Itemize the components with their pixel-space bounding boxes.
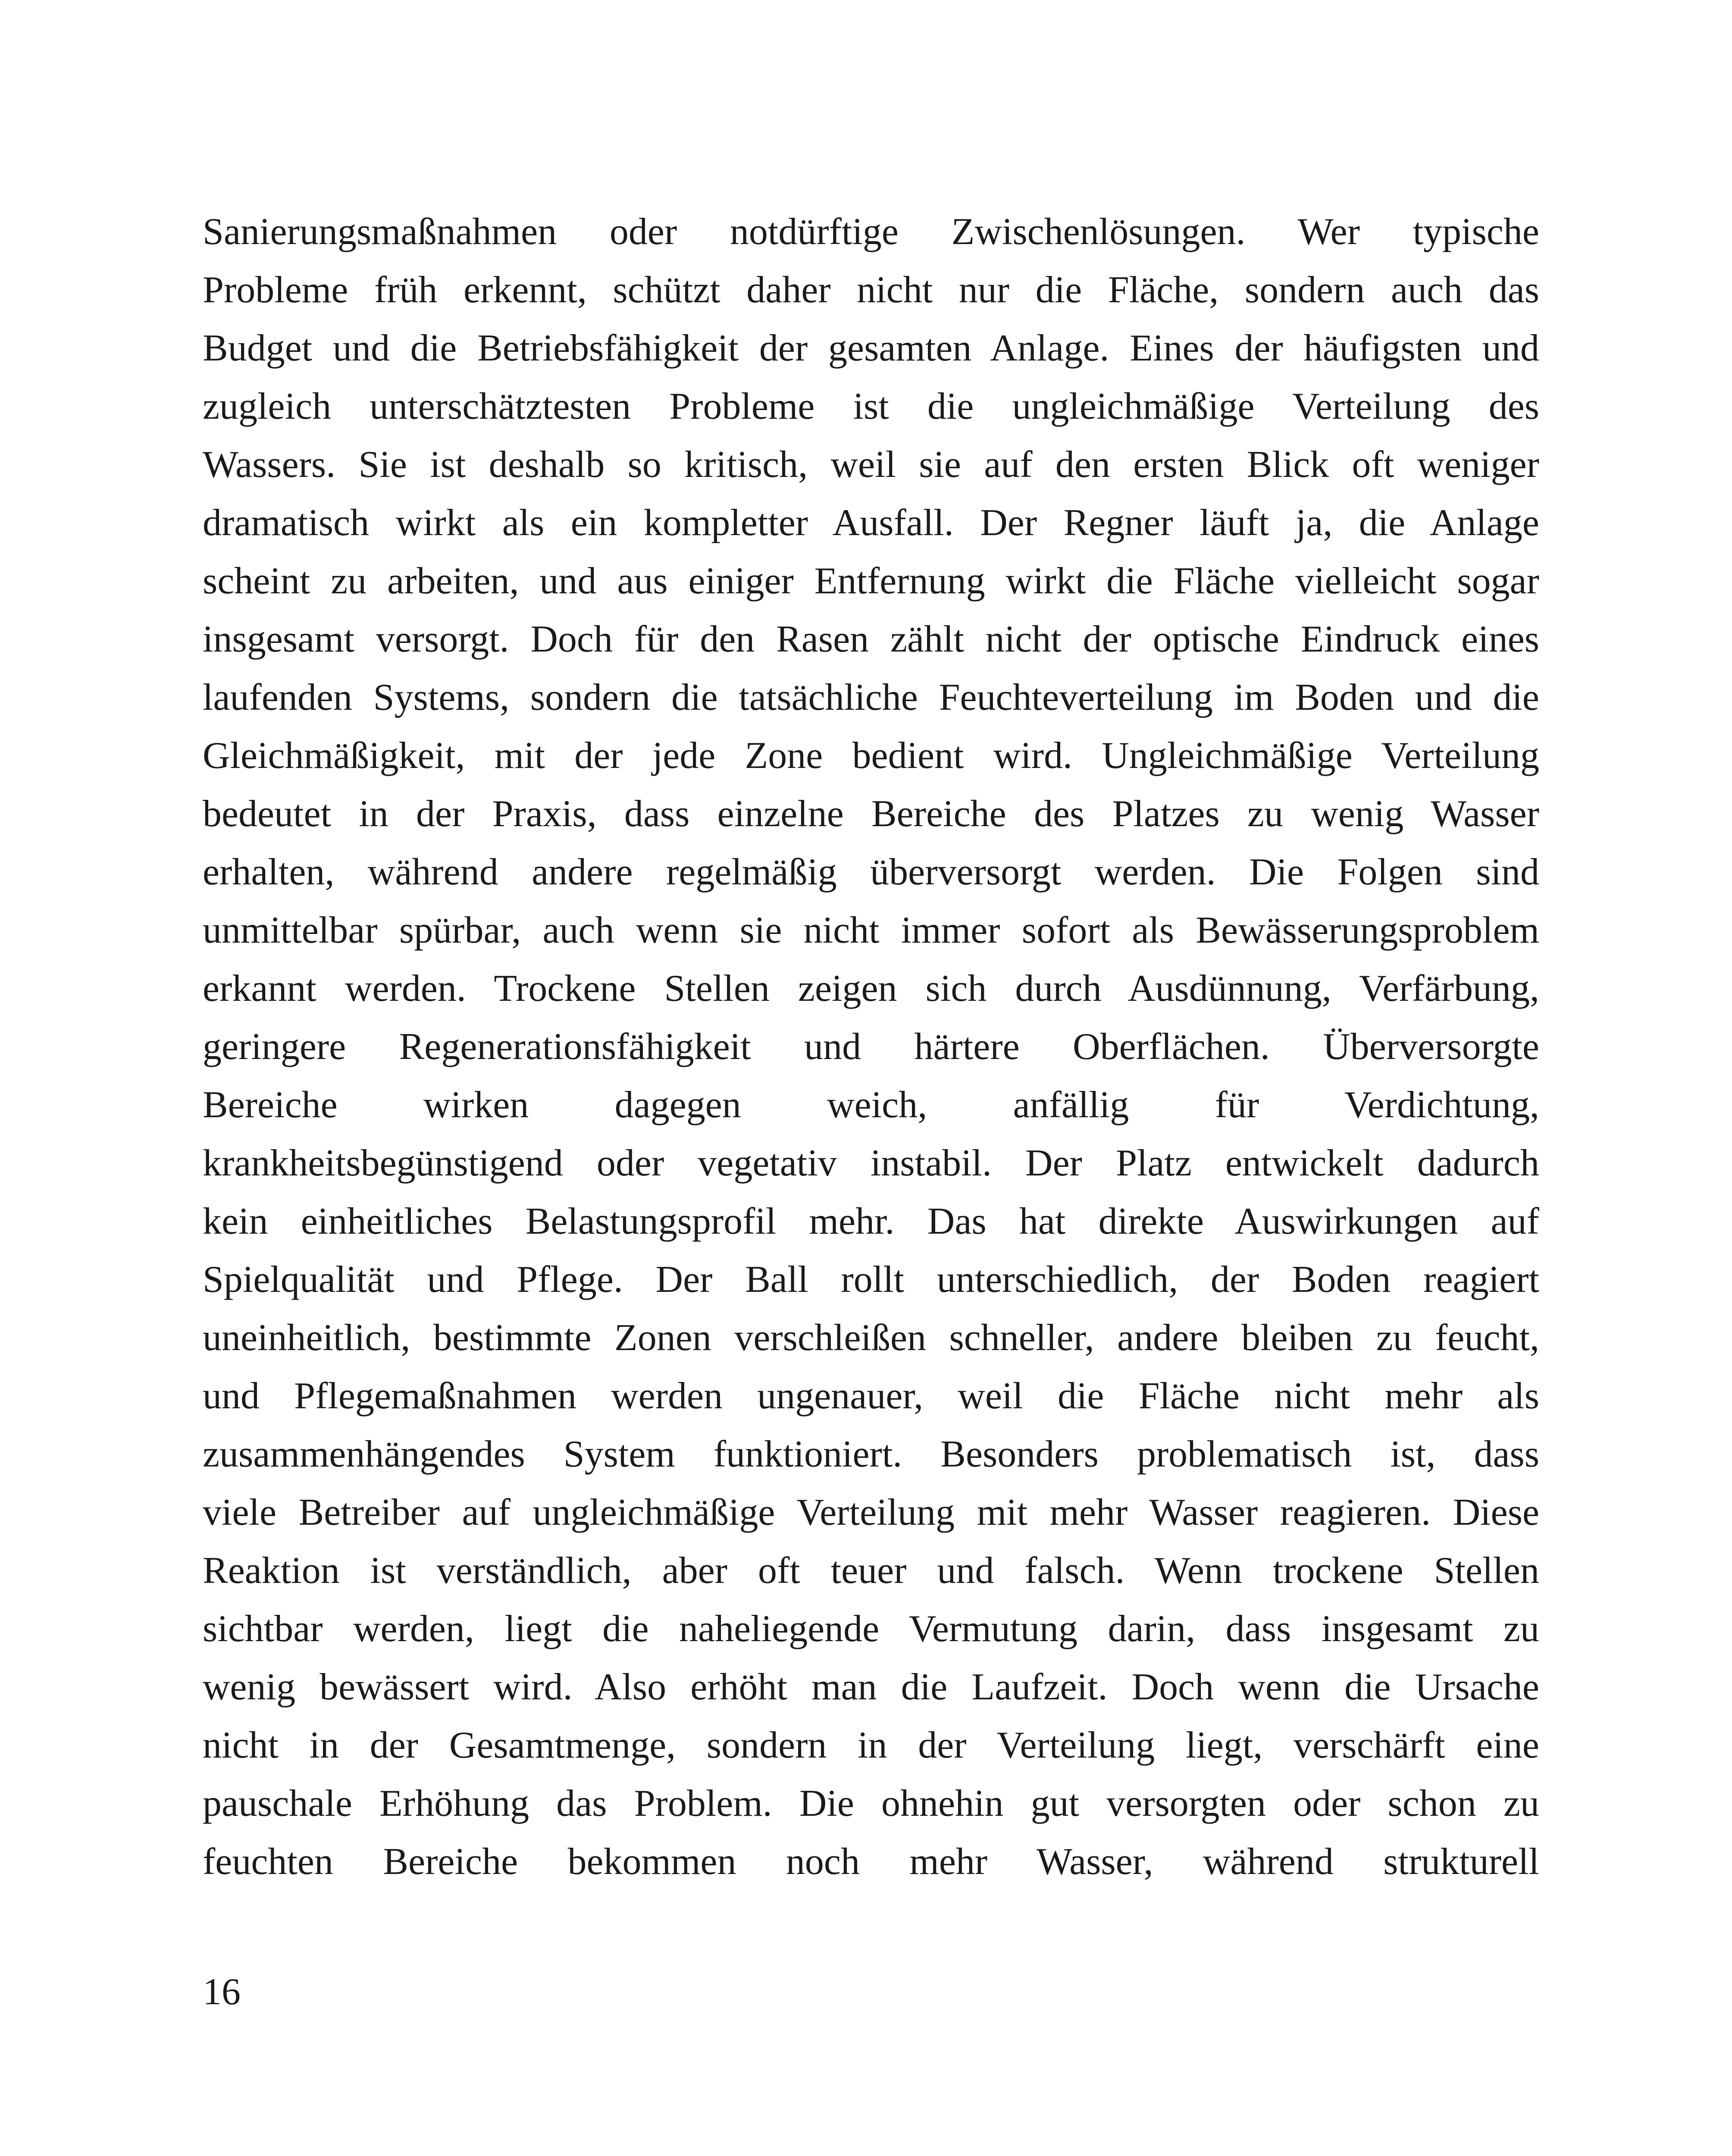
text-line: viele Betreiber auf ungleichmäßige Verteilung mit mehr Wasser reagieren. Diese: [203, 1492, 1539, 1533]
text-line: bedeutet in der Praxis, dass einzelne Bereiche des Platzes zu wenig Wasser: [203, 793, 1539, 835]
text-line: scheint zu arbeiten, und aus einiger Entfernung wirkt die Fläche vielleicht sogar: [203, 560, 1539, 602]
text-line: pauschale Erhöhung das Problem. Die ohnehin gut versorgten oder schon zu: [203, 1783, 1539, 1824]
text-line: Sanierungsmaßnahmen oder notdürftige Zwischenlösungen. Wer typische: [203, 211, 1539, 253]
text-line: Spielqualität und Pflege. Der Ball rollt unterschiedlich, der Boden reagiert: [203, 1259, 1539, 1300]
text-line: unmittelbar spürbar, auch wenn sie nicht immer sofort als Bewässerungsproblem: [203, 909, 1539, 951]
text-line: Gleichmäßigkeit, mit der jede Zone bedient wird. Ungleichmäßige Verteilung: [203, 735, 1539, 777]
text-line: nicht in der Gesamtmenge, sondern in der Verteilung liegt, verschärft eine: [203, 1724, 1539, 1766]
text-line: erhalten, während andere regelmäßig überversorgt werden. Die Folgen sind: [203, 851, 1539, 893]
text-line: Probleme früh erkennt, schützt daher nicht nur die Fläche, sondern auch das: [203, 269, 1539, 311]
text-line: kein einheitliches Belastungsprofil mehr. Das hat direkte Auswirkungen auf: [203, 1200, 1539, 1242]
text-line: zusammenhängendes System funktioniert. Besonders problematisch ist, dass: [203, 1433, 1539, 1475]
text-line: zugleich unterschätztesten Probleme ist die ungleichmäßige Verteilung des: [203, 385, 1539, 427]
text-line: geringere Regenerationsfähigkeit und härtere Oberflächen. Überversorgte: [203, 1026, 1539, 1068]
text-line: insgesamt versorgt. Doch für den Rasen zählt nicht der optische Eindruck eines: [203, 618, 1539, 660]
text-line: uneinheitlich, bestimmte Zonen verschleißen schneller, andere bleiben zu feucht,: [203, 1317, 1539, 1359]
text-line: feuchten Bereiche bekommen noch mehr Wasser, während strukturell: [203, 1841, 1539, 1883]
body-paragraph: [203, 203, 1539, 1891]
text-line: krankheitsbegünstigend oder vegetativ instabil. Der Platz entwickelt dadurch: [203, 1142, 1539, 1184]
text-line: und Pflegemaßnahmen werden ungenauer, weil die Fläche nicht mehr als: [203, 1375, 1539, 1417]
text-line: Wassers. Sie ist deshalb so kritisch, weil sie auf den ersten Blick oft weniger: [203, 444, 1539, 486]
page-number: 16: [203, 1971, 241, 2013]
text-line: laufenden Systems, sondern die tatsächliche Feuchteverteilung im Boden und die: [203, 677, 1539, 718]
text-line: Reaktion ist verständlich, aber oft teuer und falsch. Wenn trockene Stellen: [203, 1550, 1539, 1592]
text-line: Bereiche wirken dagegen weich, anfällig für Verdichtung,: [203, 1084, 1539, 1126]
text-line: Budget und die Betriebsfähigkeit der gesamten Anlage. Eines der häufigsten und: [203, 327, 1539, 369]
text-line: erkannt werden. Trockene Stellen zeigen sich durch Ausdünnung, Verfärbung,: [203, 968, 1539, 1009]
text-line: dramatisch wirkt als ein kompletter Ausfall. Der Regner läuft ja, die Anlage: [203, 502, 1539, 544]
text-line: wenig bewässert wird. Also erhöht man die Laufzeit. Doch wenn die Ursache: [203, 1666, 1539, 1708]
text-line: sichtbar werden, liegt die naheliegende Vermutung darin, dass insgesamt zu: [203, 1608, 1539, 1650]
